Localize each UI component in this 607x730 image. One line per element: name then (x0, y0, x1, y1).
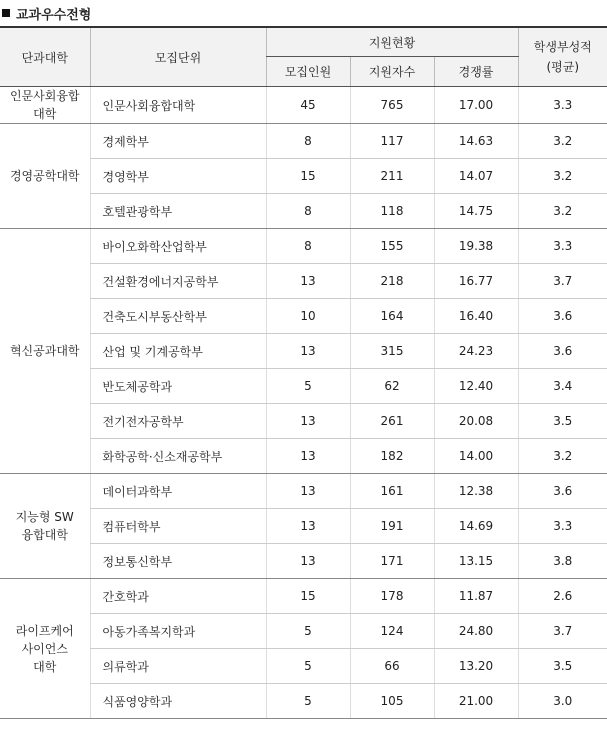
quota-cell: 5 (266, 684, 350, 719)
ratio-cell: 14.07 (434, 159, 518, 194)
unit-cell: 인문사회융합대학 (90, 87, 266, 124)
ratio-cell: 20.08 (434, 404, 518, 439)
applicants-cell: 62 (350, 369, 434, 404)
quota-cell: 13 (266, 439, 350, 474)
ratio-cell: 14.75 (434, 194, 518, 229)
ratio-cell: 13.20 (434, 649, 518, 684)
applicants-cell: 191 (350, 509, 434, 544)
college-cell: 라이프케어 사이언스 대학 (0, 579, 90, 719)
table-row (0, 194, 607, 229)
grade-cell: 3.3 (518, 509, 607, 544)
table-row (0, 614, 607, 649)
header-grade (518, 27, 607, 87)
table-row (0, 404, 607, 439)
college-cell: 인문사회융합 대학 (0, 87, 90, 124)
section-title (0, 0, 607, 26)
quota-cell: 45 (266, 87, 350, 124)
quota-cell: 8 (266, 229, 350, 264)
ratio-cell: 17.00 (434, 87, 518, 124)
ratio-cell: 19.38 (434, 229, 518, 264)
header-grade-line1: 학생부성적 (533, 39, 592, 54)
ratio-cell: 13.15 (434, 544, 518, 579)
quota-cell: 8 (266, 124, 350, 159)
header-grade-line2: (평균) (546, 60, 580, 74)
applicants-cell: 178 (350, 579, 434, 614)
header-ratio: 경쟁률 (434, 57, 518, 87)
grade-cell: 3.2 (518, 124, 607, 159)
college-cell: 혁신공과대학 (0, 229, 90, 474)
ratio-cell: 14.69 (434, 509, 518, 544)
unit-cell: 화학공학·신소재공학부 (90, 439, 266, 474)
quota-cell: 13 (266, 404, 350, 439)
table-row (0, 509, 607, 544)
ratio-cell: 11.87 (434, 579, 518, 614)
ratio-cell: 14.63 (434, 124, 518, 159)
table-row (0, 439, 607, 474)
ratio-cell: 24.23 (434, 334, 518, 369)
quota-cell: 15 (266, 579, 350, 614)
grade-cell: 3.3 (518, 229, 607, 264)
table-row (0, 87, 607, 124)
applicants-cell: 261 (350, 404, 434, 439)
square-bullet-icon (2, 9, 10, 17)
grade-cell: 2.6 (518, 579, 607, 614)
grade-cell: 3.5 (518, 649, 607, 684)
grade-cell: 3.0 (518, 684, 607, 719)
unit-cell: 바이오화학산업학부 (90, 229, 266, 264)
applicants-cell: 182 (350, 439, 434, 474)
ratio-cell: 24.80 (434, 614, 518, 649)
college-cell: 지능형 SW 융합대학 (0, 474, 90, 579)
unit-cell: 경영학부 (90, 159, 266, 194)
unit-cell: 산업 및 기계공학부 (90, 334, 266, 369)
applicants-cell: 155 (350, 229, 434, 264)
applicants-cell: 765 (350, 87, 434, 124)
applicants-cell: 211 (350, 159, 434, 194)
table-row (0, 474, 607, 509)
unit-cell: 아동가족복지학과 (90, 614, 266, 649)
ratio-cell: 16.77 (434, 264, 518, 299)
header-applicants: 지원자수 (350, 57, 434, 87)
ratio-cell: 21.00 (434, 684, 518, 719)
ratio-cell: 16.40 (434, 299, 518, 334)
grade-cell: 3.6 (518, 299, 607, 334)
table-row (0, 299, 607, 334)
applicants-cell: 124 (350, 614, 434, 649)
unit-cell: 호텔관광학부 (90, 194, 266, 229)
ratio-cell: 14.00 (434, 439, 518, 474)
applicants-cell: 171 (350, 544, 434, 579)
table-row (0, 159, 607, 194)
quota-cell: 8 (266, 194, 350, 229)
header-unit: 모집단위 (90, 27, 266, 87)
header-status: 지원현황 (266, 27, 518, 57)
table-row (0, 544, 607, 579)
section-title-text: 교과우수전형 (16, 7, 92, 23)
table-body (0, 87, 607, 719)
unit-cell: 경제학부 (90, 124, 266, 159)
applicants-cell: 164 (350, 299, 434, 334)
grade-cell: 3.7 (518, 614, 607, 649)
quota-cell: 13 (266, 264, 350, 299)
unit-cell: 건설환경에너지공학부 (90, 264, 266, 299)
unit-cell: 간호학과 (90, 579, 266, 614)
quota-cell: 13 (266, 544, 350, 579)
applicants-cell: 118 (350, 194, 434, 229)
quota-cell: 5 (266, 614, 350, 649)
grade-cell: 3.2 (518, 194, 607, 229)
table-row (0, 369, 607, 404)
unit-cell: 전기전자공학부 (90, 404, 266, 439)
quota-cell: 5 (266, 369, 350, 404)
table-row (0, 684, 607, 719)
unit-cell: 의류학과 (90, 649, 266, 684)
header-quota: 모집인원 (266, 57, 350, 87)
ratio-cell: 12.38 (434, 474, 518, 509)
grade-cell: 3.6 (518, 474, 607, 509)
quota-cell: 13 (266, 334, 350, 369)
grade-cell: 3.2 (518, 439, 607, 474)
college-cell: 경영공학대학 (0, 124, 90, 229)
unit-cell: 식품영양학과 (90, 684, 266, 719)
grade-cell: 3.8 (518, 544, 607, 579)
applicants-cell: 66 (350, 649, 434, 684)
quota-cell: 13 (266, 474, 350, 509)
unit-cell: 반도체공학과 (90, 369, 266, 404)
header-college: 단과대학 (0, 27, 90, 87)
unit-cell: 정보통신학부 (90, 544, 266, 579)
table-row (0, 229, 607, 264)
applicants-cell: 117 (350, 124, 434, 159)
table-row (0, 124, 607, 159)
quota-cell: 13 (266, 509, 350, 544)
grade-cell: 3.3 (518, 87, 607, 124)
applicants-cell: 161 (350, 474, 434, 509)
unit-cell: 건축도시부동산학부 (90, 299, 266, 334)
grade-cell: 3.2 (518, 159, 607, 194)
ratio-cell: 12.40 (434, 369, 518, 404)
applicants-cell: 315 (350, 334, 434, 369)
applicants-cell: 218 (350, 264, 434, 299)
grade-cell: 3.7 (518, 264, 607, 299)
grade-cell: 3.5 (518, 404, 607, 439)
table-row (0, 334, 607, 369)
table-row (0, 579, 607, 614)
grade-cell: 3.6 (518, 334, 607, 369)
unit-cell: 컴퓨터학부 (90, 509, 266, 544)
table-row (0, 649, 607, 684)
table-row (0, 264, 607, 299)
grade-cell: 3.4 (518, 369, 607, 404)
quota-cell: 15 (266, 159, 350, 194)
quota-cell: 10 (266, 299, 350, 334)
unit-cell: 데이터과학부 (90, 474, 266, 509)
applicants-cell: 105 (350, 684, 434, 719)
quota-cell: 5 (266, 649, 350, 684)
admission-results-table (0, 26, 607, 719)
